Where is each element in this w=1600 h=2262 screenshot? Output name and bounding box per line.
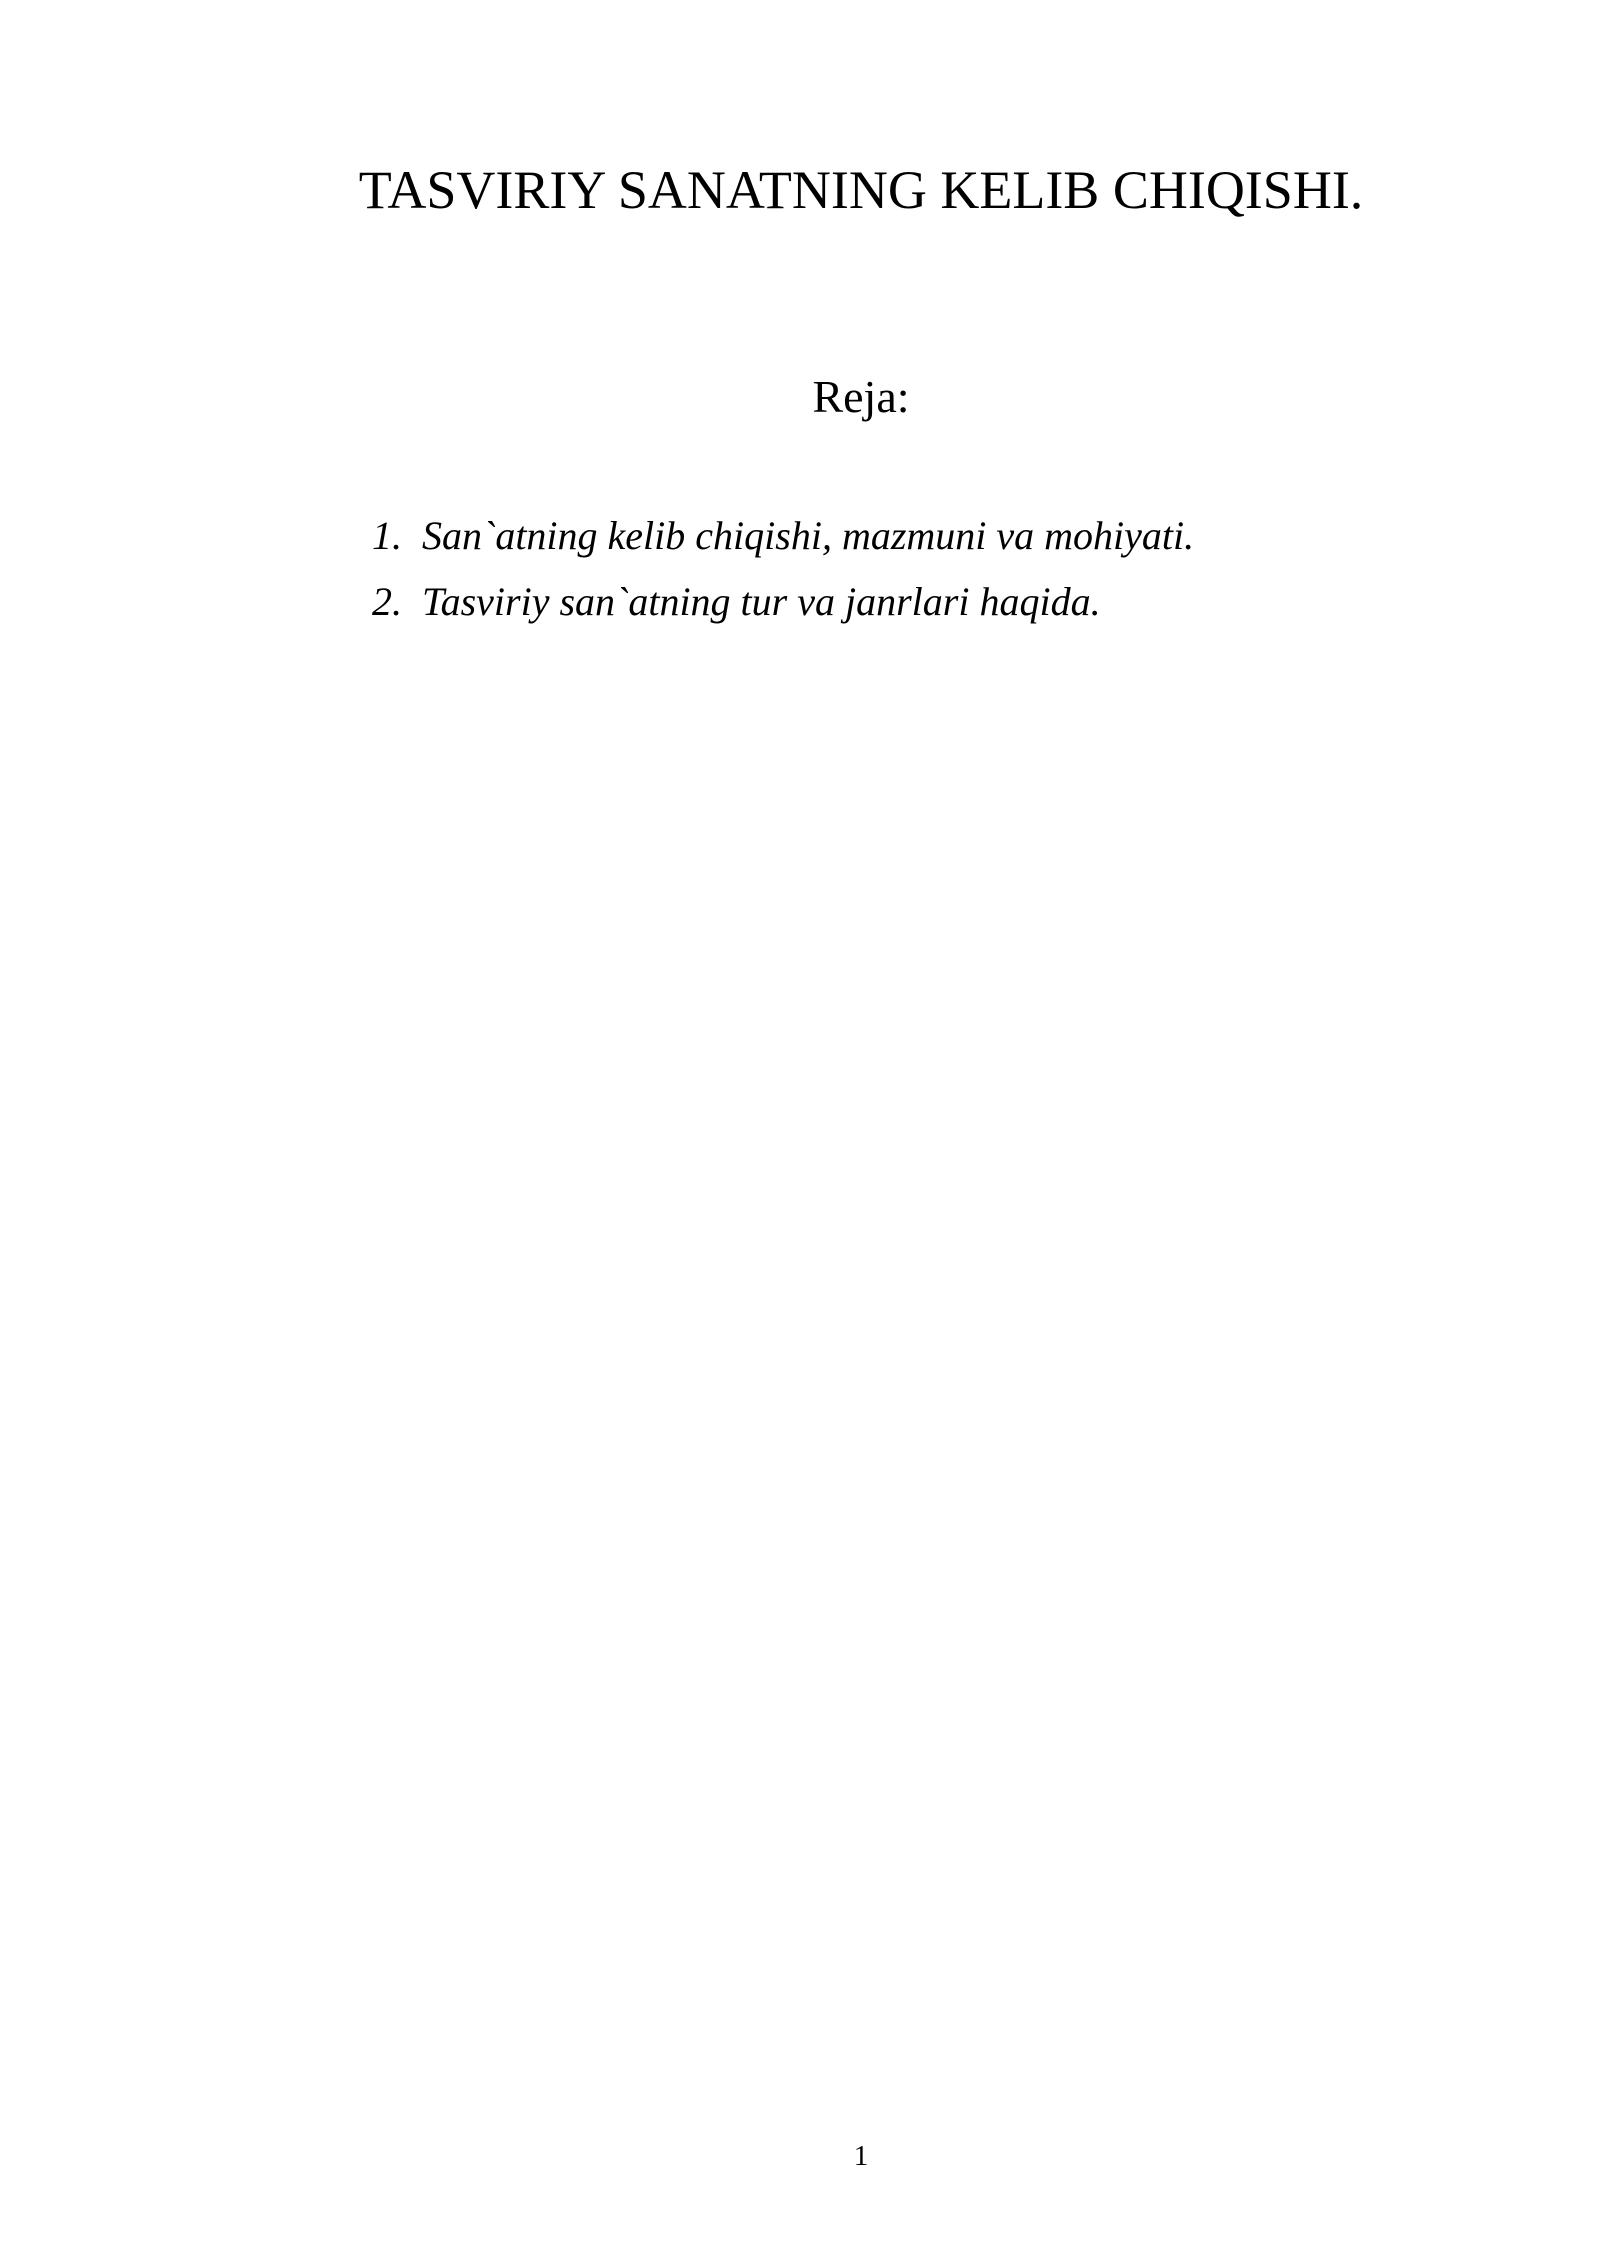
- page-number: 1: [853, 2140, 869, 2172]
- plan-item-number: 2.: [372, 579, 402, 624]
- plan-list: [372, 503, 1194, 635]
- plan-item-text: San`atning kelib chiqishi, mazmuni va mohiyati.: [422, 513, 1195, 558]
- document-title: TASVIRIY SANATNING KELIB CHIQISHI.: [358, 160, 1364, 220]
- plan-item-2: [372, 569, 1194, 635]
- plan-item-1: [372, 503, 1194, 569]
- plan-item-text: Tasviriy san`atning tur va janrlari haqida.: [422, 579, 1101, 624]
- plan-item-number: 1.: [372, 513, 402, 558]
- plan-heading: Reja:: [812, 371, 910, 422]
